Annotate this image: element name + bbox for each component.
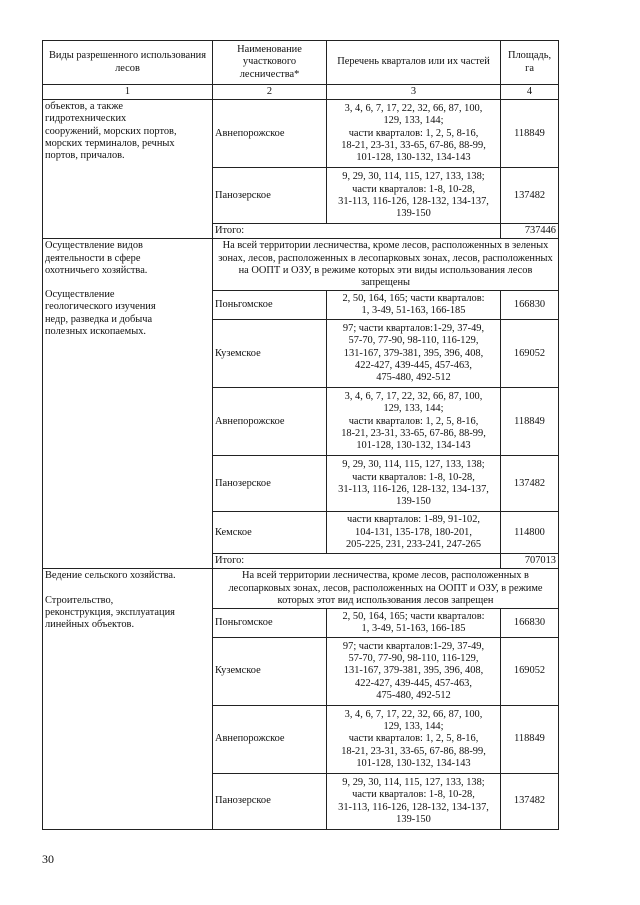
quarters-cell: 9, 29, 30, 114, 115, 127, 133, 138; части кварталов: 1-8, 10-28, 31-113, 116-126, 128-132, 134-137, 139-150 <box>327 774 501 830</box>
restriction-row <box>43 239 559 291</box>
restriction-note: На всей территории лесничества, кроме лесов, расположенных в лесопарковых зонах, лесов, расположенных на ООПТ и ОЗУ, в режиме которых этот вид использования лесов запрещен <box>213 569 559 609</box>
quarters-cell: 3, 4, 6, 7, 17, 22, 32, 66, 87, 100, 129, 133, 144; части кварталов: 1, 2, 5, 8-16, 18-21, 23-31, 33-65, 67-86, 88-99, 101-128, 130-132, 134-143 <box>327 706 501 774</box>
total-value: 707013 <box>501 554 559 569</box>
quarters-cell: 9, 29, 30, 114, 115, 127, 133, 138; части кварталов: 1-8, 10-28, 31-113, 116-126, 128-132, 134-137, 139-150 <box>327 168 501 224</box>
header-forestry: Наименование участкового лесничества* <box>213 41 327 85</box>
forestry-cell: Куземское <box>213 320 327 388</box>
area-cell: 118849 <box>501 100 559 168</box>
page-number: 30 <box>42 852 54 866</box>
area-cell: 118849 <box>501 388 559 456</box>
quarters-cell: 2, 50, 164, 165; части кварталов: 1, 3-49, 51-163, 166-185 <box>327 609 501 638</box>
total-label: Итого: <box>213 554 501 569</box>
column-number: 4 <box>501 85 559 100</box>
header-use-types: Виды разрешенного использования лесов <box>43 41 213 85</box>
use-types-cell: объектов, а также гидротехнических сооружений, морских портов, морских терминалов, речных портов, причалов. <box>43 100 213 239</box>
forestry-cell: Авнепорожское <box>213 388 327 456</box>
quarters-cell: 97; части кварталов:1-29, 37-49, 57-70, 77-90, 98-110, 116-129, 131-167, 379-381, 395, 396, 408, 422-427, 439-445, 457-463, 475-480, 492-512 <box>327 320 501 388</box>
quarters-cell: 97; части кварталов:1-29, 37-49, 57-70, 77-90, 98-110, 116-129, 131-167, 379-381, 395, 396, 408, 422-427, 439-445, 457-463, 475-480, 492-512 <box>327 638 501 706</box>
forestry-cell: Панозерское <box>213 456 327 512</box>
forest-use-table <box>42 40 559 830</box>
use-types-cell: Осуществление видов деятельности в сфере охотничьего хозяйства. Осуществление геологического изучения недр, разведка и добыча полезных ископаемых. <box>43 239 213 569</box>
area-cell: 166830 <box>501 291 559 320</box>
area-cell: 166830 <box>501 609 559 638</box>
area-cell: 114800 <box>501 512 559 554</box>
quarters-cell: 3, 4, 6, 7, 17, 22, 32, 66, 87, 100, 129, 133, 144; части кварталов: 1, 2, 5, 8-16, 18-21, 23-31, 33-65, 67-86, 88-99, 101-128, 130-132, 134-143 <box>327 388 501 456</box>
forestry-cell: Авнепорожское <box>213 706 327 774</box>
quarters-cell: 9, 29, 30, 114, 115, 127, 133, 138; части кварталов: 1-8, 10-28, 31-113, 116-126, 128-132, 134-137, 139-150 <box>327 456 501 512</box>
quarters-cell: 2, 50, 164, 165; части кварталов: 1, 3-49, 51-163, 166-185 <box>327 291 501 320</box>
table-row <box>43 100 559 168</box>
total-label: Итого: <box>213 224 501 239</box>
forestry-cell: Панозерское <box>213 774 327 830</box>
quarters-cell: части кварталов: 1-89, 91-102, 104-131, 135-178, 180-201, 205-225, 231, 233-241, 247-265 <box>327 512 501 554</box>
forestry-cell: Куземское <box>213 638 327 706</box>
column-number: 3 <box>327 85 501 100</box>
header-row <box>43 41 559 85</box>
area-cell: 137482 <box>501 774 559 830</box>
forestry-cell: Кемское <box>213 512 327 554</box>
header-quarters: Перечень кварталов или их частей <box>327 41 501 85</box>
forestry-cell: Авнепорожское <box>213 100 327 168</box>
area-cell: 118849 <box>501 706 559 774</box>
area-cell: 169052 <box>501 638 559 706</box>
area-cell: 169052 <box>501 320 559 388</box>
area-cell: 137482 <box>501 456 559 512</box>
column-number: 1 <box>43 85 213 100</box>
column-number-row <box>43 85 559 100</box>
forestry-cell: Поньгомское <box>213 291 327 320</box>
header-area: Площадь, га <box>501 41 559 85</box>
forestry-cell: Поньгомское <box>213 609 327 638</box>
use-types-cell: Ведение сельского хозяйства. Строительство, реконструкция, эксплуатация линейных объектов. <box>43 569 213 830</box>
restriction-row <box>43 569 559 609</box>
forestry-cell: Панозерское <box>213 168 327 224</box>
column-number: 2 <box>213 85 327 100</box>
area-cell: 137482 <box>501 168 559 224</box>
quarters-cell: 3, 4, 6, 7, 17, 22, 32, 66, 87, 100, 129, 133, 144; части кварталов: 1, 2, 5, 8-16, 18-21, 23-31, 33-65, 67-86, 88-99, 101-128, 130-132, 134-143 <box>327 100 501 168</box>
restriction-note: На всей территории лесничества, кроме лесов, расположенных в зеленых зонах, лесов, расположенных в лесопарковых зонах, лесов, расположенных на ООПТ и ОЗУ, в режиме которых эти виды использования лесов запрещены <box>213 239 559 291</box>
total-value: 737446 <box>501 224 559 239</box>
